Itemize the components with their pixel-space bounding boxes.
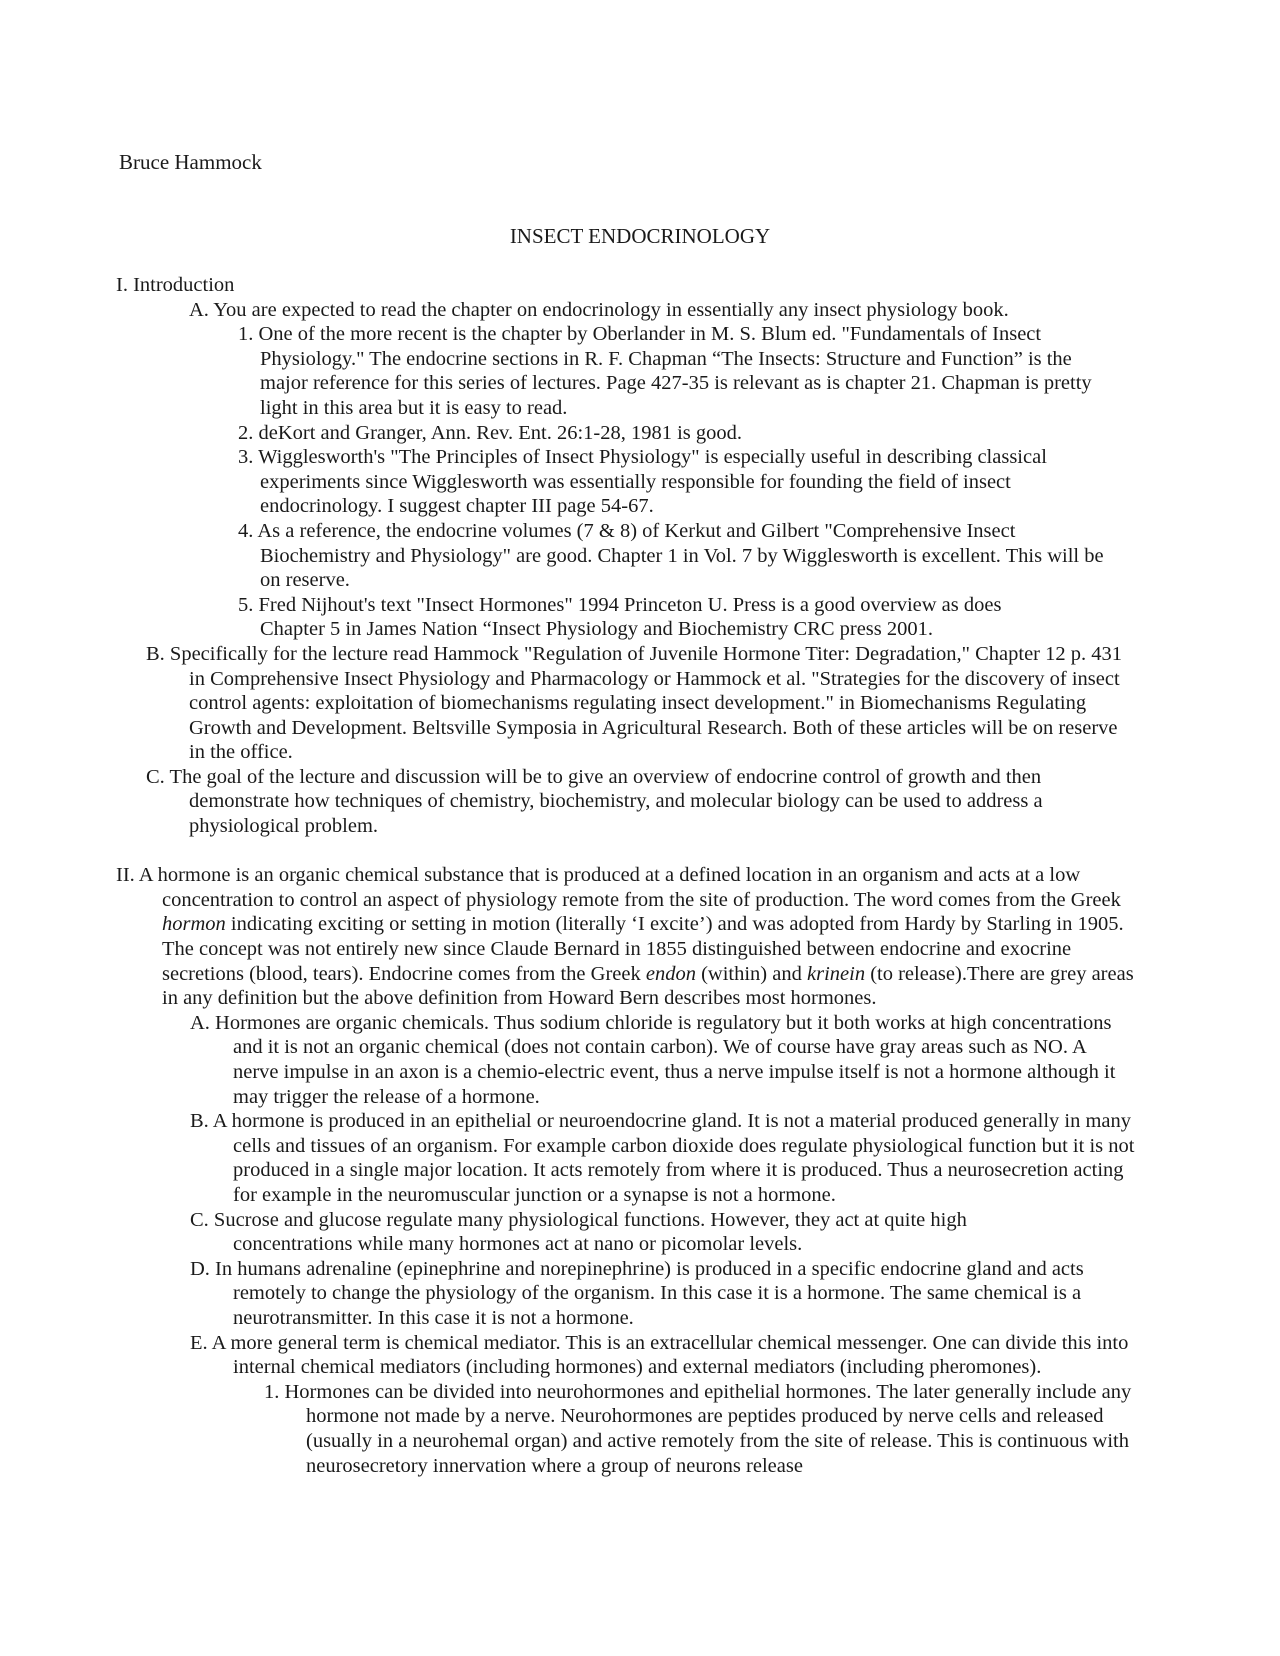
section-2-text-3: (within) and	[695, 962, 807, 985]
section-1-a-item-1: 1. One of the more recent is the chapter by Oberlander in M. S. Blum ed. "Fundamentals of Insect Physiology." The endocrine sections in R. F. Chapman “The Insects: Structure and Function” is the major reference for this series of lectures. Page 427-35 is relevant as is chapter 21. Chapman is pretty light in this area but it is easy to read.	[238, 323, 1092, 419]
term-krinein: krinein	[807, 962, 866, 985]
section-2-text-2: indicating exciting or setting in motion (literally ‘I excite’) and was adopted from Hardy by Starling in 1905. The concept was not entirely new since Claude Bernard in 1855 distinguished between endocrine and exocrine secretions (blood, tears). Endocrine comes from the Greek	[162, 913, 1124, 985]
section-1-a-item-4: 4. As a reference, the endocrine volumes (7 & 8) of Kerkut and Gilbert "Comprehensive Insect Biochemistry and Physiology" are good. Chapter 1 in Vol. 7 by Wigglesworth is excellent. This will be on reserve.	[238, 519, 1104, 592]
section-1-a-item-3: 3. Wigglesworth's "The Principles of Insect Physiology" is especially useful in describing classical experiments since Wigglesworth was essentially responsible for founding the field of insect endocrinology. I suggest chapter III page 54-67.	[238, 446, 1047, 518]
section-2-item-c: C. Sucrose and glucose regulate many physiological functions. However, they act at quite high concentrations while many hormones act at nano or picomolar levels.	[190, 1208, 967, 1256]
section-1-a-item-5: 5. Fred Nijhout's text "Insect Hormones" 1994 Princeton U. Press is a good overview as does Chapter 5 in James Nation “Insect Physiology and Biochemistry CRC press 2001.	[238, 593, 1002, 641]
section-1-item-b: B. Specifically for the lecture read Hammock "Regulation of Juvenile Hormone Titer: Degradation," Chapter 12 p. 431 in Comprehensive Insect Physiology and Pharmacology or Hammock et al. "Strategies for the discovery of insect control agents: exploitation of biomechanisms regulating insect development." in Biomechanisms Regulating Growth and Development. Beltsville Symposia in Agricultural Research. Both of these articles will be on reserve in the office.	[146, 642, 1123, 764]
document-body	[0, 273, 1280, 1478]
section-1-item-c: C. The goal of the lecture and discussion will be to give an overview of endocrine control of growth and then demonstrate how techniques of chemistry, biochemistry, and molecular biology can be used to address a physiological problem.	[146, 765, 1043, 838]
section-2-item-a: A. Hormones are organic chemicals. Thus sodium chloride is regulatory but it both works at high concentrations and it is not an organic chemical (does not contain carbon). We of course have gray areas such as NO. A nerve impulse in an axon is a chemio-electric event, thus a nerve impulse itself is not a hormone although it may trigger the release of a hormone.	[190, 1011, 1116, 1108]
section-2-text-1: II. A hormone is an organic chemical substance that is produced at a defined location in an organism and acts at a low concentration to control an aspect of physiology remote from the site of production. The word comes from the Greek	[116, 864, 1121, 911]
section-2-text-4: (to release).There are grey areas in any definition but the above definition from Howard Bern describes most hormones.	[162, 962, 1134, 1010]
section-1-heading: I. Introduction	[116, 274, 235, 296]
section-2-e-item-1: 1. Hormones can be divided into neurohormones and epithelial hormones. The later generally include any hormone not made by a nerve. Neurohormones are peptides produced by nerve cells and released (usually in a neurohemal organ) and active remotely from the site of release. This is continuous with neurosecretory innervation where a group of neurons release	[264, 1380, 1132, 1477]
section-1-a-item-2: 2. deKort and Granger, Ann. Rev. Ent. 26:1-28, 1981 is good.	[238, 421, 743, 444]
section-2-item-b: B. A hormone is produced in an epithelial or neuroendocrine gland. It is not a material produced generally in many cells and tissues of an organism. For example carbon dioxide does regulate physiological function but it is not produced in a single major location. It acts remotely from where it is produced. Thus a neurosecretion acting for example in the neuromuscular junction or a synapse is not a hormone.	[190, 1110, 1135, 1206]
author-name: Bruce Hammock	[119, 150, 262, 174]
term-hormon: hormon	[162, 913, 226, 936]
section-1-item-a: A. You are expected to read the chapter on endocrinology in essentially any insect physiology book.	[189, 298, 1009, 321]
section-2-item-e: E. A more general term is chemical mediator. This is an extracellular chemical messenger. One can divide this into internal chemical mediators (including hormones) and external mediators (including pheromones).	[190, 1331, 1129, 1379]
document-title: INSECT ENDOCRINOLOGY	[509, 224, 771, 248]
term-endon: endon	[645, 962, 696, 985]
section-2-item-d: D. In humans adrenaline (epinephrine and norepinephrine) is produced in a specific endocrine gland and acts remotely to change the physiology of the organism. In this case it is a hormone. The same chemical is a neurotransmitter. In this case it is not a hormone.	[190, 1257, 1084, 1329]
section-2-paragraph	[0, 863, 1280, 1011]
